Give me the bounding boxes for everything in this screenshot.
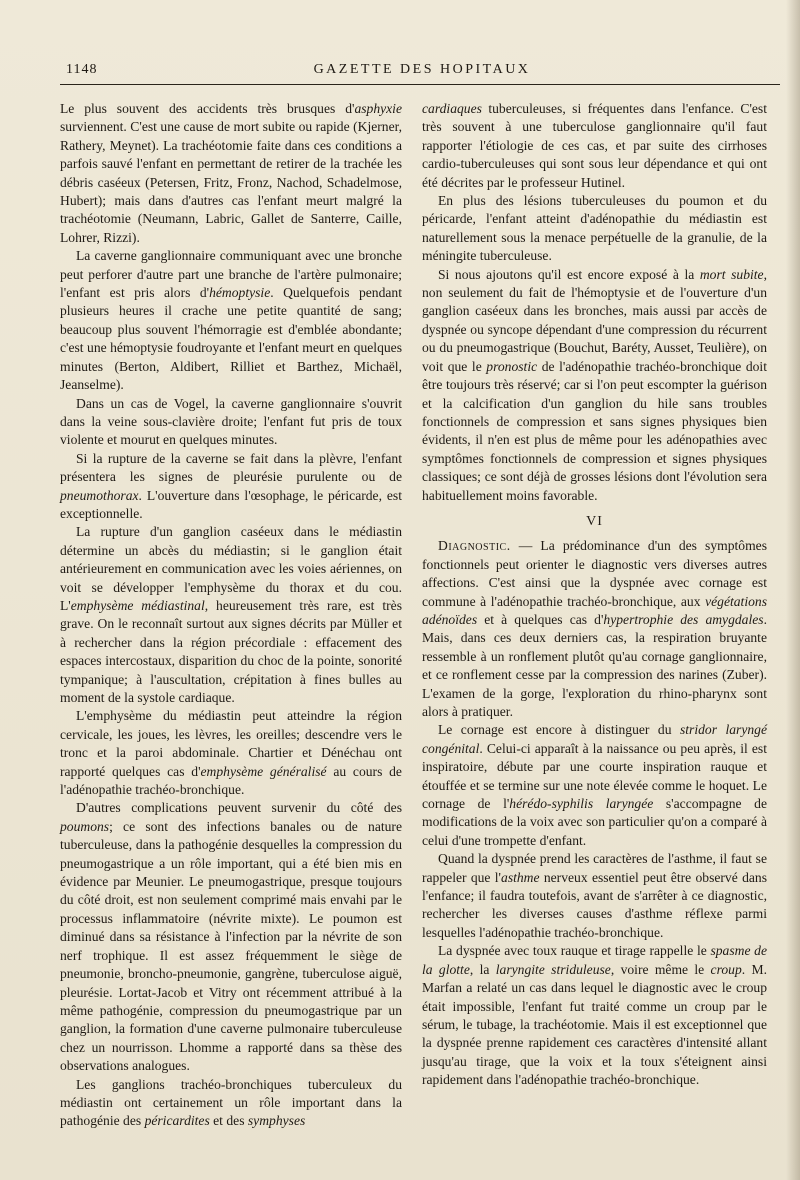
paragraph-poumons: D'autres complications peuvent survenir du côté des poumons; ce sont des infections banales ou de nature tuberculeuse, dans la pathogénie desquelles la compression du pneumogastrique a un rôle important, qui a été bien mis en évidence par Meunier. Le pneumogastrique, presque toujours du côté droit, est non seulement comprimé mais envahi par le processus inflammatoire (névrite mixte). Le poumon est diminué dans sa résistance à l'infection par la névrite de son nerf trophique. Il est assez fréquemment le siège de pneumonie, broncho-pneumonie, gangrène, tuberculose aiguë, pleurésie. Lortat-Jacob et Vitry ont récemment attribué à la même pathogénie, compression du pneumogastrique par un ganglion, la formation d'une caverne pulmonaire tuberculeuse chez un nourrisson. Lhomme a rapporté dans sa thèse des observations analogues. [60, 800, 402, 1074]
paragraph-diagnostic: Diagnostic. — La prédominance d'un des symptômes fonctionnels peut orienter le diagnostic vers diverses autres affections. C'est ainsi que la dyspnée avec cornage est commune à l'adénopathie trachéo-bronchique, aux végétations adénoïdes et à quelques cas d'hypertrophie des amygdales. Mais, dans ces deux derniers cas, la respiration bruyante ressemble à un ronflement plutôt qu'au cornage ganglionnaire, et ce ronflement cesse par la compression des narines (Zuber). L'examen de la gorge, l'exploration du rhino-pharynx sont alors à pratiquer. [422, 538, 767, 719]
paragraph-vogel: Dans un cas de Vogel, la caverne ganglionnaire s'ouvrit dans la veine sous-clavière droite; l'enfant fut pris de toux violente et mourut en quelques minutes. [60, 395, 402, 448]
left-column [60, 100, 402, 1131]
paragraph-croup: La dyspnée avec toux rauque et tirage rappelle le spasme de la glotte, la laryngite striduleuse, voire même le croup. M. Marfan a relaté un cas dans lequel le diagnostic avec le croup était impossible, l'enfant fut traité comme un croup par le sérum, le tubage, la trachéotomie. Mais il est exceptionnel que la dyspnée prenne rapidement ces caractères d'intensité allant jusqu'au tirage, que la voix et la toux s'éteignent ainsi rapidement dans l'adénopathie trachéo-bronchique. [422, 943, 767, 1088]
paragraph-plevre: Si la rupture de la caverne se fait dans la plèvre, l'enfant présentera les signes de pleurésie purulente ou de pneumothorax. L'ouverture dans l'œsophage, le péricarde, est exceptionnelle. [60, 450, 402, 521]
section-number: VI [586, 513, 603, 529]
paragraph-asphyxie: Le plus souvent des accidents très brusques d'asphyxie surviennent. C'est une cause de mort subite ou rapide (Kjerner, Rathery, Meynet). La trachéotomie faite dans ces conditions a parfois sauvé l'enfant en permettant de retirer de la trachée les débris caséeux (Petersen, Fritz, Fronz, Nachod, Schadelmose, Hubert); mais dans d'autres cas l'enfant meurt malgré la trachéotomie (Neumann, Labric, Gallet de Santerre, Caille, Lohrer, Rizzi). [60, 101, 402, 245]
paragraph-asthme: Quand la dyspnée prend les caractères de l'asthme, il faut se rappeler que l'asthme nerveux essentiel peut être observé dans l'enfance; il faudra toutefois, avant de s'arrêter à ce diagnostic, rechercher les diverses causes d'asthme réflexe parmi lesquelles l'adénopathie trachéo-bronchique. [422, 851, 767, 940]
page-edge-shadow [786, 0, 800, 1180]
paragraph-hemoptysie: La caverne ganglionnaire communiquant avec une bronche peut perforer d'autre part une branche de l'artère pulmonaire; l'enfant est pris alors d'hémoptysie. Quelquefois pendant plusieurs heures il crache une petite quantité de sang; beaucoup plus souvent l'hémorragie est d'emblée abondante; c'est une hémoptysie foudroyante et l'enfant meurt en quelques minutes (Berton, Aldibert, Rilliet et Barthez, Michaël, Jeanselme). [60, 248, 402, 393]
page-header [66, 62, 778, 84]
right-column [422, 100, 767, 1090]
page-number: 1148 [66, 62, 98, 77]
paragraph-cardiaques: cardiaques tuberculeuses, si fréquentes dans l'enfance. C'est très souvent à une tuberculose ganglionnaire qu'il faut rapporter l'étiologie de ces cas, et par suite des cirrhoses cardio-tuberculeuses qui sont sous leur dépendance et qui ont été décrites par le professeur Hutinel. [422, 101, 767, 190]
running-title: GAZETTE DES HOPITAUX [313, 62, 531, 77]
section-heading: Diagnostic. [438, 538, 511, 554]
paragraph-stridor: Le cornage est encore à distinguer du stridor laryngé congénital. Celui-ci apparaît à la naissance ou peu après, il est inspiratoire, débute par une courte inspiration rauque et étouffée et se termine sur une note élevée comme le hoquet. Le cornage de l'hérédo-syphilis laryngée s'accompagne de modifications de la voix avec son particulier qu'on a comparé à celui d'une trompette d'enfant. [422, 722, 767, 848]
header-rule [60, 84, 780, 85]
paragraph-emphyseme-mediastinal: La rupture d'un ganglion caséeux dans le médiastin détermine un abcès du médiastin; si le ganglion était antérieurement en communication avec les voies aériennes, on voit se développer l'emphysème du thorax et du cou. L'emphysème médiastinal, heureusement très rare, est très grave. On le reconnaît surtout aux signes décrits par Müller et à rechercher dans la région précordiale : effacement des espaces intercostaux, disparition du choc de la pointe, sonorité tympanique; à l'auscultation, crépitation à fines bulles au moment de la systole cardiaque. [60, 524, 402, 705]
paragraph-pronostic: Si nous ajoutons qu'il est encore exposé à la mort subite, non seulement du fait de l'hémoptysie et de l'ouverture d'un ganglion caséeux dans les bronches, mais aussi par accès de dyspnée ou syncope dépendant d'une compression du récurrent ou du pneumogastrique (Bouchut, Baréty, Ausset, Teulière), on voit que le pronostic de l'adénopathie trachéo-bronchique doit être toujours très réservé; car si l'on peut escompter la guérison et la calcification d'un ganglion du hile sans troubles fonctionnels de compression et sans signes physiques bien évidents, il n'en est plus de même pour les adénopathies avec symptômes fonctionnels de compression et signes physiques classiques; ce sont déjà de grosses lésions dont l'évolution sera habituellement moins favorable. [422, 266, 767, 503]
paragraph-granulie: En plus des lésions tuberculeuses du poumon et du péricarde, l'enfant atteint d'adénopathie du médiastin est naturellement sous la menace perpétuelle de la granulie, de la méningite tuberculeuse. [422, 193, 767, 264]
paragraph-pericardites: Les ganglions trachéo-bronchiques tuberculeux du médiastin ont certainement un rôle important dans la pathogénie des péricardites et des symphyses [60, 1076, 402, 1129]
paragraph-emphyseme-generalise: L'emphysème du médiastin peut atteindre la région cervicale, les joues, les lèvres, les oreilles; descendre vers le tronc et la paroi abdominale. Chartier et Dénéchau ont rapporté quelques cas d'emphysème généralisé au cours de l'adénopathie trachéo-bronchique. [60, 708, 402, 798]
